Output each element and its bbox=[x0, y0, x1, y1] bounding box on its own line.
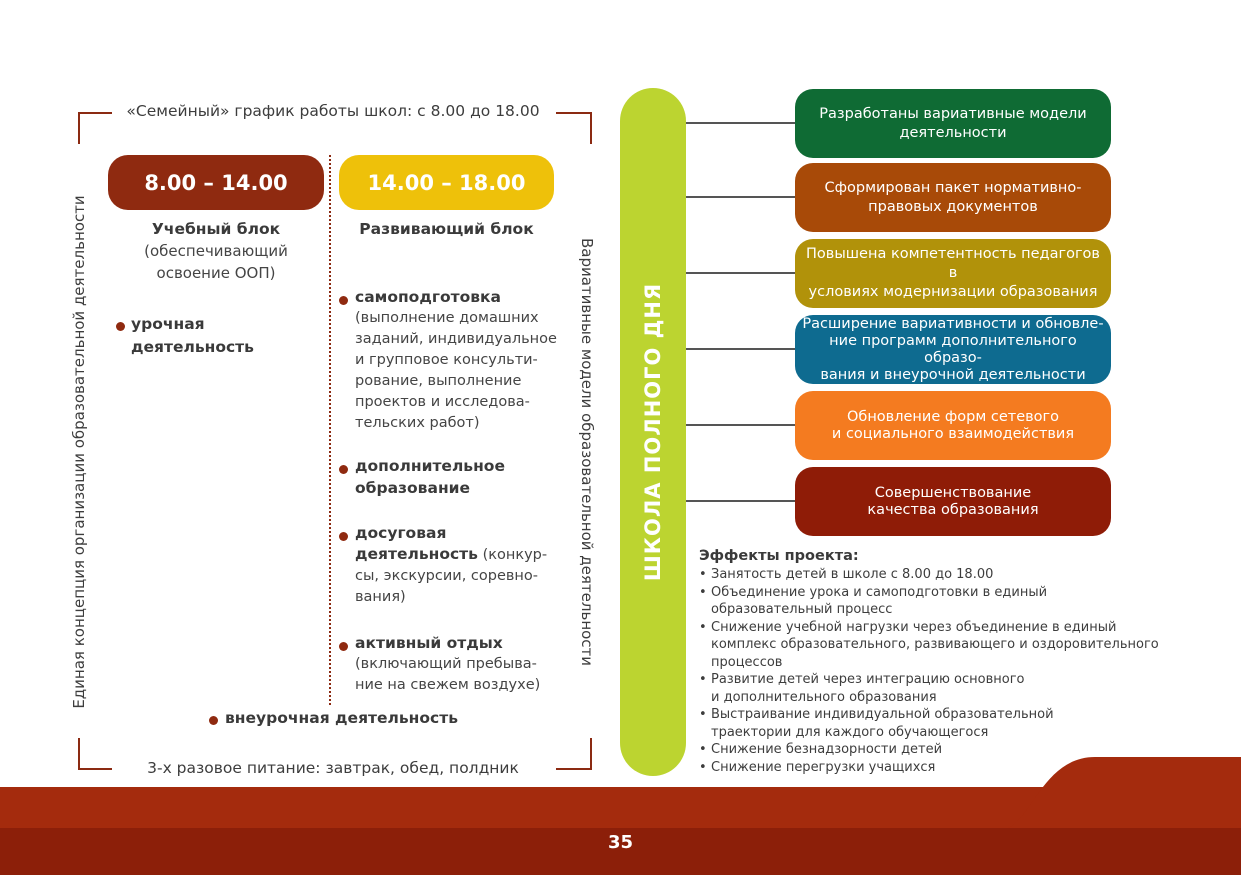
bullet-dot bbox=[339, 642, 348, 651]
effect-item: • Снижение безнадзорности детей bbox=[699, 741, 1169, 759]
self-study-line: (выполнение домашних bbox=[355, 310, 539, 326]
self-study-head: самоподготовка bbox=[355, 288, 502, 306]
result-box-competence bbox=[795, 239, 1111, 308]
effect-item: • Снижение перегрузки учащихся bbox=[699, 759, 1169, 777]
self-study-line: и групповое консульти- bbox=[355, 352, 538, 368]
result-box-line: правовых документов bbox=[868, 198, 1038, 215]
connector-line bbox=[686, 348, 796, 350]
study-block bbox=[108, 220, 324, 284]
schedule-title: «Семейный» график работы школ: с 8.00 до 18.00 bbox=[126, 102, 540, 120]
footer-wave bbox=[1000, 755, 1241, 830]
development-block bbox=[339, 220, 554, 238]
lesson-activity-item bbox=[131, 314, 254, 358]
result-box-models bbox=[795, 89, 1111, 158]
result-box-quality bbox=[795, 467, 1111, 536]
lesson-activity-line-1: урочная bbox=[131, 315, 205, 333]
frame-corner-top-left bbox=[78, 112, 112, 144]
result-box-line: деятельности bbox=[899, 124, 1007, 141]
result-box-line: Разработаны вариативные модели bbox=[819, 105, 1087, 122]
effect-item: • Снижение учебной нагрузки через объединение в единый комплекс образовательного, развивающего и оздоровительного процессов bbox=[699, 619, 1169, 672]
bullet-dot bbox=[339, 465, 348, 474]
leisure-head-2: деятельность bbox=[355, 545, 478, 563]
connector-line bbox=[686, 122, 796, 124]
meals-footer: 3-х разовое питание: завтрак, обед, полдник bbox=[147, 759, 519, 777]
leisure-item bbox=[355, 523, 547, 608]
effects-title: Эффекты проекта: bbox=[699, 548, 859, 564]
leisure-line: сы, экскурсии, соревно- bbox=[355, 568, 539, 584]
active-rest-head: активный отдых bbox=[355, 634, 503, 652]
result-box-line: Повышена компетентность педагогов в bbox=[806, 246, 1100, 281]
self-study-item bbox=[355, 287, 557, 434]
page-number: 35 bbox=[607, 832, 634, 853]
result-box-network bbox=[795, 391, 1111, 460]
leisure-line: вания) bbox=[355, 589, 406, 605]
time-pill-afternoon: 14.00 – 18.00 bbox=[339, 155, 554, 210]
extracurricular-item bbox=[225, 708, 458, 729]
bullet-dot bbox=[116, 322, 125, 331]
effect-item: • Занятость детей в школе с 8.00 до 18.00 bbox=[699, 566, 1169, 584]
self-study-line: тельских работ) bbox=[355, 415, 480, 431]
time-pill-morning: 8.00 – 14.00 bbox=[108, 155, 324, 210]
lesson-activity-line-2: деятельность bbox=[131, 338, 254, 356]
study-block-title: Учебный блок bbox=[151, 220, 281, 238]
self-study-line: заданий, индивидуальное bbox=[355, 331, 557, 347]
frame-corner-bottom-right bbox=[556, 738, 592, 770]
additional-education-item bbox=[355, 456, 505, 499]
effect-item: • Выстраивание индивидуальной образовательной траектории для каждого обучающегося bbox=[699, 706, 1169, 741]
bullet-dot bbox=[209, 716, 218, 725]
leisure-head-1: досуговая bbox=[355, 524, 447, 542]
connector-line bbox=[686, 272, 796, 274]
leisure-tail: (конкур- bbox=[477, 547, 548, 563]
result-box-line: условиях модернизации образования bbox=[808, 284, 1098, 300]
effect-item: • Объединение урока и самоподготовки в единый образовательный процесс bbox=[699, 584, 1169, 619]
development-block-title: Развивающий блок bbox=[359, 220, 534, 238]
extracurricular-label: внеурочная деятельность bbox=[225, 709, 458, 727]
connector-line bbox=[686, 500, 796, 502]
block-divider bbox=[329, 155, 331, 705]
connector-line bbox=[686, 424, 796, 426]
active-rest-item bbox=[355, 633, 540, 696]
frame-corner-top-right bbox=[556, 112, 592, 144]
study-block-subtitle-2: освоение ООП) bbox=[156, 264, 276, 282]
result-box-line: вания и внеурочной деятельности bbox=[820, 366, 1086, 383]
bullet-dot bbox=[339, 532, 348, 541]
result-box-line: качества образования bbox=[867, 501, 1039, 518]
result-box-line: и социального взаимодействия bbox=[831, 425, 1075, 442]
result-box-line: Сформирован пакет нормативно- bbox=[824, 179, 1082, 196]
frame-corner-bottom-left bbox=[78, 738, 112, 770]
result-box-line: Обновление форм сетевого bbox=[846, 408, 1060, 425]
active-rest-line: (включающий пребыва- bbox=[355, 656, 537, 672]
result-box-variability bbox=[795, 315, 1111, 384]
result-box-line: Расширение вариативности и обновле- bbox=[802, 315, 1104, 332]
active-rest-line: ние на свежем воздухе) bbox=[355, 677, 541, 693]
effects-list bbox=[699, 566, 1169, 776]
full-day-school-label: ШКОЛА ПОЛНОГО ДНЯ bbox=[641, 282, 665, 582]
additional-education-line-2: образование bbox=[355, 479, 471, 497]
self-study-line: рование, выполнение bbox=[355, 373, 522, 389]
study-block-subtitle-1: (обеспечивающий bbox=[144, 242, 288, 260]
connector-line bbox=[686, 196, 796, 198]
result-box-line: Совершенствование bbox=[874, 484, 1032, 501]
bullet-dot bbox=[339, 296, 348, 305]
self-study-line: проектов и исследова- bbox=[355, 394, 530, 410]
effect-item: • Развитие детей через интеграцию основного и дополнительного образования bbox=[699, 671, 1169, 706]
result-box-line: ние программ дополнительного образо- bbox=[829, 332, 1077, 366]
left-vertical-label: Единая концепция организации образовательной деятельности bbox=[70, 195, 88, 709]
additional-education-line-1: дополнительное bbox=[355, 457, 505, 475]
result-box-documents bbox=[795, 163, 1111, 232]
right-vertical-label: Вариативные модели образовательной деятельности bbox=[578, 237, 596, 667]
